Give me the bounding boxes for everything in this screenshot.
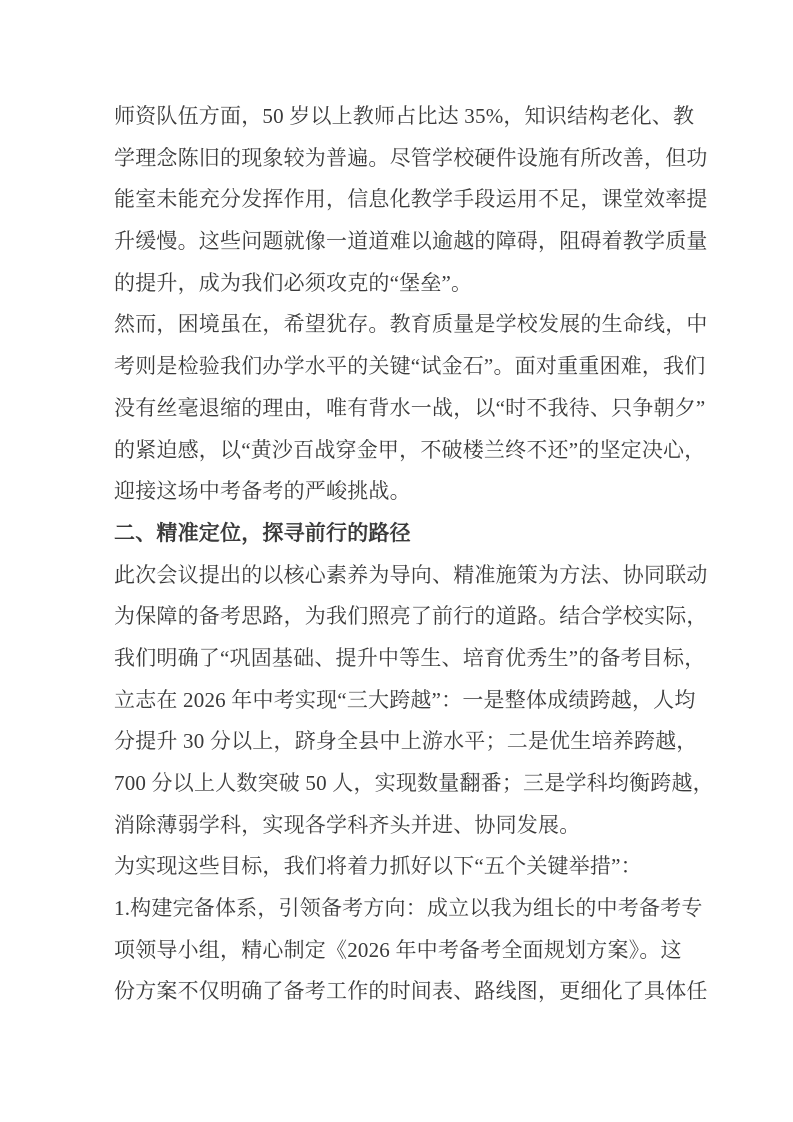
section-heading-text: 二、精准定位，探寻前行的路径	[114, 520, 411, 545]
text-line: 此次会议提出的以核心素养为导向、精准施策为方法、协同联动	[114, 562, 708, 587]
page-content	[114, 96, 714, 1013]
text-line: 迎接这场中考备考的严峻挑战。	[114, 479, 411, 504]
text-line: 消除薄弱学科，实现各学科齐头并进、协同发展。	[114, 812, 581, 837]
text-line: 立志在 2026 年中考实现“三大跨越”：一是整体成绩跨越，人均	[114, 687, 696, 712]
text-line: 700 分以上人数突破 50 人，实现数量翻番；三是学科均衡跨越，	[114, 771, 714, 795]
paragraph-teacher-issues	[114, 96, 708, 304]
paragraph-measure-1	[114, 888, 708, 1013]
text-line: 升缓慢。这些问题就像一道道难以逾越的障碍，阻碍着教学质量	[114, 229, 708, 254]
text-line: 没有丝毫退缩的理由，唯有背水一战，以“时不我待、只争朝夕”	[114, 395, 706, 420]
text-line: 1.构建完备体系，引领备考方向：成立以我为组长的中考备考专	[114, 896, 703, 921]
paragraph-measures-intro	[114, 846, 688, 888]
text-line: 分提升 30 分以上，跻身全县中上游水平；二是优生培养跨越，	[114, 729, 698, 754]
paragraph-hope	[114, 304, 708, 512]
text-line: 为实现这些目标，我们将着力抓好以下“五个关键举措”：	[114, 854, 642, 879]
text-line: 学理念陈旧的现象较为普遍。尽管学校硬件设施有所改善，但功	[114, 145, 708, 170]
text-line: 为保障的备考思路，为我们照亮了前行的道路。结合学校实际，	[114, 604, 708, 629]
section-heading	[114, 513, 688, 555]
text-line: 我们明确了“巩固基础、提升中等生、培育优秀生”的备考目标，	[114, 645, 706, 670]
text-line: 考则是检验我们办学水平的关键“试金石”。面对重重困难，我们	[114, 354, 706, 379]
text-line: 份方案不仅明确了备考工作的时间表、路线图，更细化了具体任	[114, 979, 708, 1004]
text-line: 师资队伍方面，50 岁以上教师占比达 35%，知识结构老化、教	[114, 104, 695, 128]
text-line: 然而，困境虽在，希望犹存。教育质量是学校发展的生命线，中	[114, 312, 708, 337]
paragraph-goals	[114, 555, 714, 847]
text-line: 项领导小组，精心制定《2026 年中考备考全面规划方案》。这	[114, 937, 682, 962]
text-line: 能室未能充分发挥作用，信息化教学手段运用不足，课堂效率提	[114, 187, 708, 212]
text-line: 的提升，成为我们必须攻克的“堡垒”。	[114, 270, 473, 295]
text-line: 的紧迫感，以“黄沙百战穿金甲，不破楼兰终不还”的坚定决心，	[114, 437, 706, 462]
